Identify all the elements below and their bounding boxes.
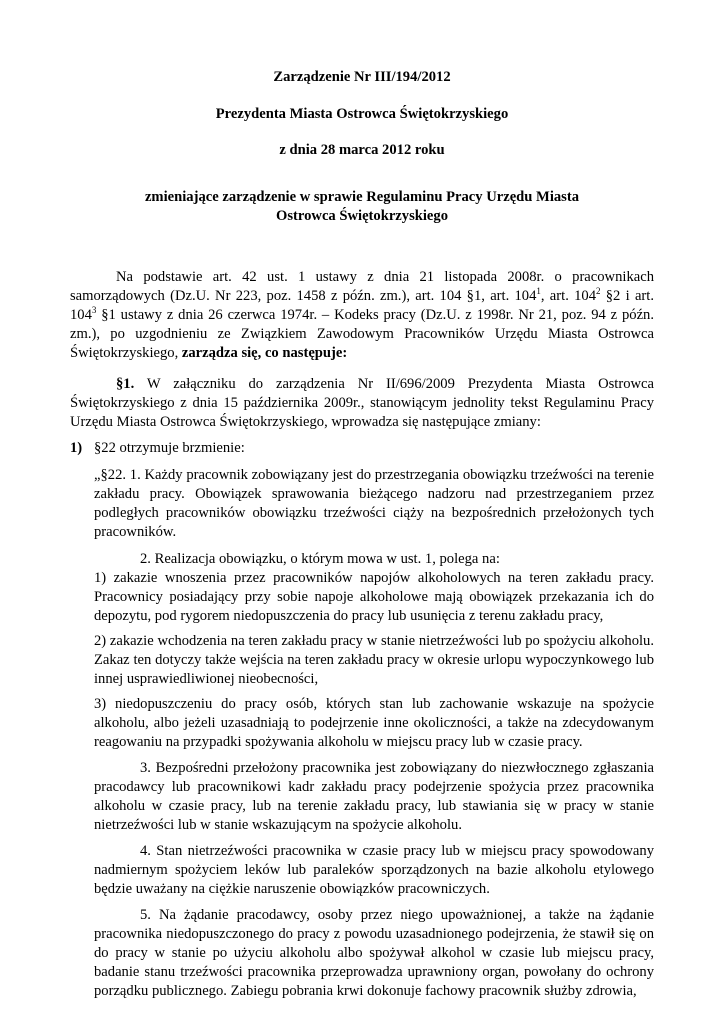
paragraph-22-5: 5. Na żądanie pracodawcy, osoby przez niego upoważnionej, a także na żądanie pracownika niedopuszczonego do pracy z powodu uzasadnionego podejrzenia, że stawił się on do pracy w stanie po użyciu alkoholu albo spożywał alkohol w czasie lub miejscu pracy, badanie stanu trzeźwości pracownika przeprowadza uprawniony organ, powołany do ochrony porządku publicznego. Zabiegu pobrania krwi dokonuje fachowy pracownik służby zdrowia, [94, 907, 654, 999]
paragraph-22-2-point-3: 3) niedopuszczeniu do pracy osób, których stan lub zachowanie wskazuje na spożycie alkoholu, albo jeżeli uzasadniają to podejrzenie inne okoliczności, a także na zdecydowanym reagowaniu na przypadki spożywania alkoholu w miejscu pracy lub w czasie pracy. [94, 696, 654, 750]
change-1-intro: §22 otrzymuje brzmienie: [94, 440, 245, 456]
section-1: §1. W załączniku do zarządzenia Nr II/696/2009 Prezydenta Miasta Ostrowca Świętokrzyskiego z dnia 15 października 2009r., stanowiącym jednolity tekst Regulaminu Pracy Urzędu Miasta Ostrowca Świętokrzyskiego, wprowadza się następujące zmiany: [70, 376, 654, 430]
paragraph-22-4: 4. Stan nietrzeźwości pracownika w czasie pracy lub w miejscu pracy spowodowany nadmiernym spożyciem leków lub paraleków sporządzonych na bazie alkoholu etylowego będzie uważany na ciężkie naruszenie obowiązków pracowniczych. [94, 843, 654, 897]
paragraph-22-3: 3. Bezpośredni przełożony pracownika jest zobowiązany do niezwłocznego zgłaszania pracodawcy lub pracownikowi kadr zakładu pracy podejrzenie spożycia przez pracownika alkoholu w czasie pracy, lub na terenie zakładu pracy, lub stawiania się w pracy w stanie nietrzeźwości lub w stanie wskazującym na spożycie alkoholu. [94, 760, 654, 833]
document-title: Zarządzenie Nr III/194/2012 [273, 69, 451, 85]
paragraph-22-2-point-2: 2) zakazie wchodzenia na teren zakładu pracy w stanie nietrzeźwości lub po spożyciu alkoholu. Zakaz ten dotyczy także wejścia na teren zakładu pracy w okresie urlopu wypoczynkowego lub innej usprawiedliwionej nieobecności, [94, 633, 654, 687]
paragraph-22-2-point-1: 1) zakazie wnoszenia przez pracowników napojów alkoholowych na teren zakładu pracy. Pracownicy posiadający przy sobie napoje alkoholowe mają obowiązek przekazania ich do depozytu, pod rygorem niedopuszczenia do pracy lub usunięcia z terenu zakładu pracy, [94, 570, 654, 624]
paragraph-22-2: 2. Realizacja obowiązku, o którym mowa w ust. 1, polega na: [140, 551, 500, 567]
subject-line-1: zmieniające zarządzenie w sprawie Regulaminu Pracy Urzędu Miasta [144, 189, 580, 205]
change-number: 1) [70, 440, 83, 456]
preamble-decree-phrase: zarządza się, co następuje: [181, 345, 348, 361]
subject-line-2: Ostrowca Świętokrzyskiego [276, 208, 448, 224]
paragraph-22-1: „§22. 1. Każdy pracownik zobowiązany jest do przestrzegania obowiązku trzeźwości na terenie zakładu pracy. Obowiązek sprawowania bieżącego nadzoru nad przestrzeganiem przez podległych pracowników obowiązku trzeźwości ciąży na bezpośrednich przełożonych tych pracowników. [94, 467, 654, 540]
document-issuer: Prezydenta Miasta Ostrowca Świętokrzyskiego [215, 106, 509, 122]
document-date: z dnia 28 marca 2012 roku [279, 142, 445, 158]
document-subject [70, 188, 654, 226]
section-1-label: §1. [116, 376, 135, 392]
preamble: Na podstawie art. 42 ust. 1 ustawy z dnia 21 listopada 2008r. o pracownikach samorządowych (Dz.U. Nr 223, poz. 1458 z późn. zm.), art. 104 §1, art. $104^1$, art. $104^2$ §2 i art. $104^3$ §1 ustawy z dnia 26 czerwca 1974r. – Kodeks pracy (Dz.U. z 1998r. Nr 21, poz. 94 z późn. zm.), po uzgodnieniu ze Związkiem Zawodowym Pracowników Urzędu Miasta Ostrowca Świętokrzyskiego, zarządza się, co następuje: [70, 269, 654, 361]
change-1 [94, 439, 654, 1001]
